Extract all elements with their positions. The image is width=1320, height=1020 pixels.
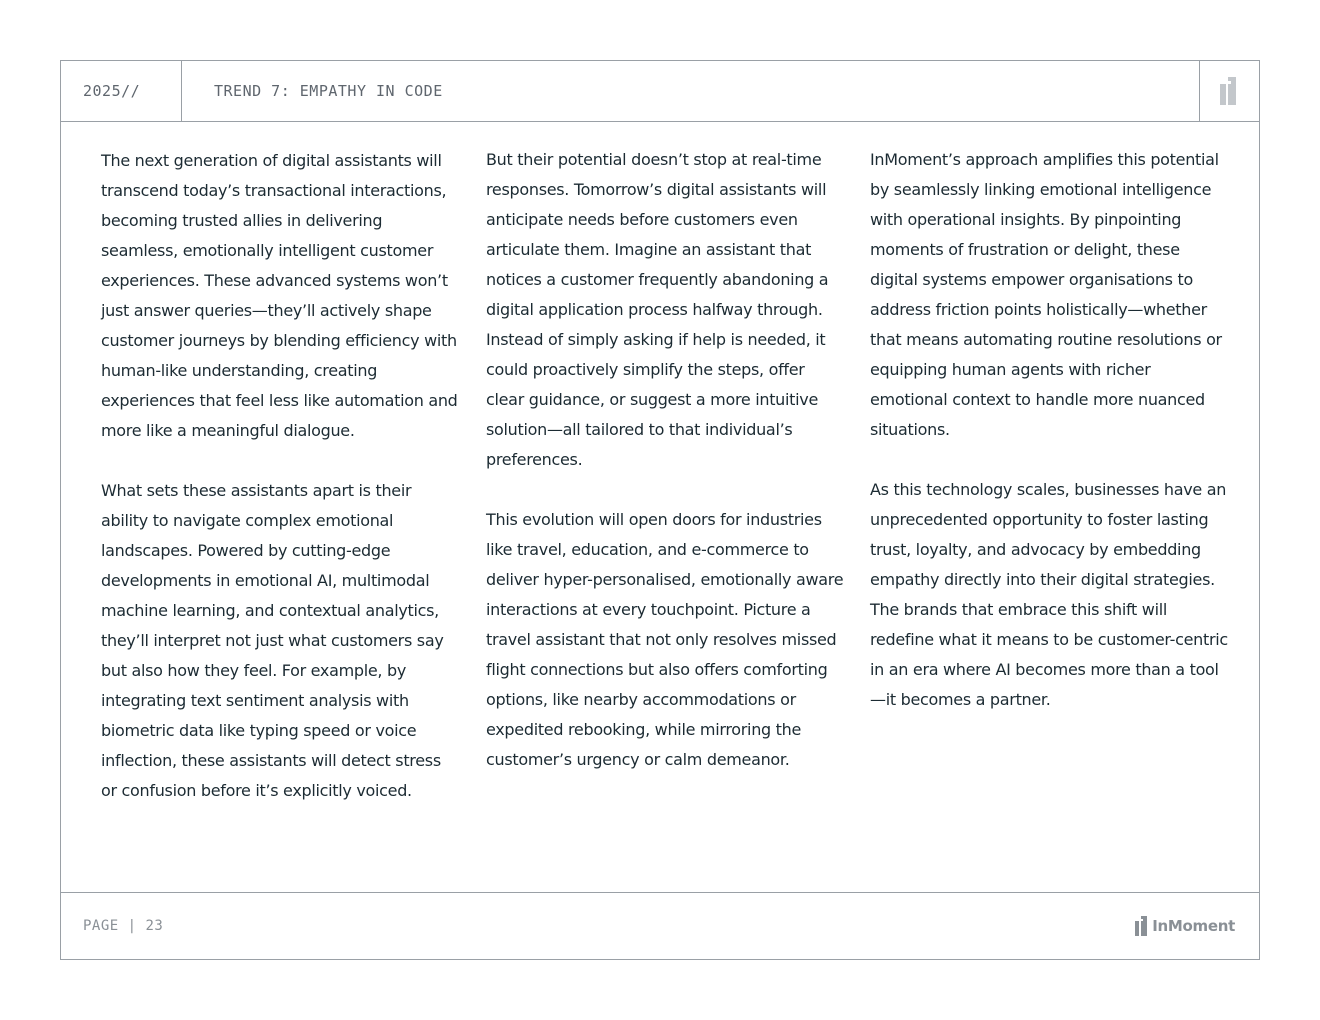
paragraph: But their potential doesn’t stop at real-time responses. Tomorrow’s digital assistants will anticipate needs before customers even articulate them. Imagine an assistant that notices a customer frequently abandoning a digital application process halfway through. Instead of simply asking if help is needed, it could proactively simplify the steps, offer clear guidance, or suggest a more intuitive solution—all tailored to that individual’s preferences.	[486, 150, 829, 469]
page-footer	[61, 892, 1259, 959]
year-label: 2025//	[83, 82, 141, 100]
paragraph: The next generation of digital assistants will transcend today’s transactional interactions, becoming trusted allies in delivering seamless, emotionally intelligent customer experiences. These advanced systems won’t just answer queries—they’ll actively shape customer journeys by blending efficiency with human-like understanding, creating experiences that feel less like automation and more like a meaningful dialogue.	[101, 151, 458, 440]
page-number: PAGE | 23	[83, 918, 164, 934]
brand-name: InMoment	[1152, 917, 1235, 935]
trend-title: TREND 7: EMPATHY IN CODE	[214, 82, 443, 100]
brand-logo	[1135, 915, 1235, 937]
paragraph: This evolution will open doors for industries like travel, education, and e-commerce to deliver hyper-personalised, emotionally aware interactions at every touchpoint. Picture a travel assistant that not only resolves missed flight connections but also offers comforting options, like nearby accommodations or expedited rebooking, while mirroring the customer’s urgency or calm demeanor.	[486, 510, 844, 769]
year-cell	[61, 61, 182, 121]
inmoment-mark-icon	[1135, 916, 1148, 936]
column-1	[101, 146, 461, 836]
paragraph: As this technology scales, businesses have an unprecedented opportunity to foster lasting trust, loyalty, and advocacy by embedding empathy directly into their digital strategies. The brands that embrace this shift will redefine what it means to be customer-centric in an era where AI becomes more than a tool—it becomes a partner.	[870, 480, 1228, 709]
inmoment-mark-icon	[1220, 77, 1238, 105]
column-2	[486, 145, 846, 805]
paragraph: What sets these assistants apart is their ability to navigate complex emotional landscapes. Powered by cutting-edge developments in emotional AI, multimodal machine learning, and contextual analytics, they’ll interpret not just what customers say but also how they feel. For example, by integrating text sentiment analysis with biometric data like typing speed or voice inflection, these assistants will detect stress or confusion before it’s explicitly voiced.	[101, 481, 444, 800]
column-3	[870, 145, 1230, 745]
header-logo-cell	[1199, 61, 1259, 121]
paragraph: InMoment’s approach amplifies this potential by seamlessly linking emotional intelligence with operational insights. By pinpointing moments of frustration or delight, these digital systems empower organisations to address friction points holistically—whether that means automating routine resolutions or equipping human agents with richer emotional context to handle more nuanced situations.	[870, 150, 1222, 439]
page-frame	[60, 60, 1260, 960]
page-header	[61, 61, 1259, 122]
